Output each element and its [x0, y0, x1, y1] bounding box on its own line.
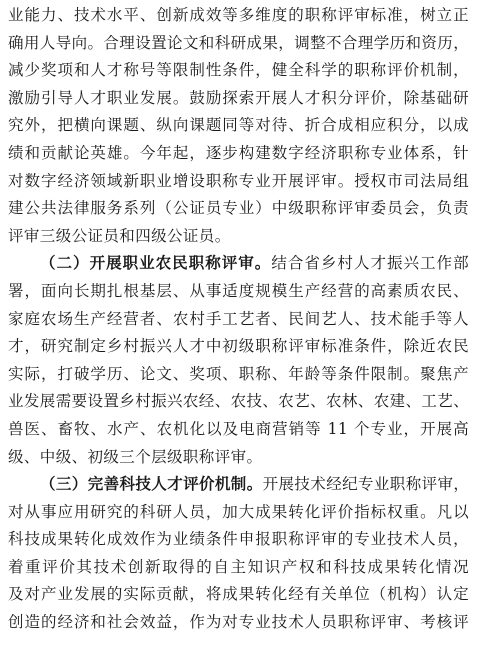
text-line: 激励引导人才职业发展。鼓励探索开展人才积分评价，除基础研 — [8, 88, 469, 107]
section-heading-2: （二）开展职业农民职称评审。 — [40, 254, 272, 273]
text-line: 着重评价其技术创新取得的自主知识产权和科技成果转化情况 — [8, 557, 469, 576]
text-line: 确用人导向。合理设置论文和科研成果，调整不合理学历和资历， — [8, 33, 469, 52]
document-page — [8, 2, 469, 637]
text-line: 建公共法律服务系列（公证员专业）中级职称评审委员会，负责 — [8, 199, 469, 218]
text-line: 实际，打破学历、论文、奖项、职称、年龄等条件限制。聚焦产 — [8, 364, 469, 383]
text-line: 家庭农场生产经营者、农村手工艺者、民间艺人、技术能手等人 — [8, 309, 469, 328]
text-line: 绩和贡献论英雄。今年起，逐步构建数字经济职称专业体系，针 — [8, 143, 469, 162]
text-line: 业发展需要设置乡村振兴农经、农技、农艺、农林、农建、工艺、 — [8, 392, 469, 411]
text-run: 开展技术经纪专业职称评审， — [262, 475, 469, 494]
text-line: 署，面向长期扎根基层、从事适度规模生产经营的高素质农民、 — [8, 281, 469, 300]
text-run: 结合省乡村人才振兴工作部 — [271, 254, 469, 273]
text-line: 对从事应用研究的科研人员，加大成果转化评价指标权重。凡以 — [8, 502, 469, 521]
text-line: 科技成果转化成效作为业绩条件申报职称评审的专业技术人员， — [8, 530, 469, 549]
text-line: 评审三级公证员和四级公证员。 — [8, 226, 231, 245]
section-first-line — [8, 471, 469, 499]
paragraph-vocational-farmer-titles — [8, 250, 469, 471]
text-line: 对数字经济领域新职业增设职称专业开展评审。授权市司法局组 — [8, 171, 469, 190]
text-line: 才，研究制定乡村振兴人才中初级职称评审标准条件，除近农民 — [8, 337, 469, 356]
text-line: 级、中级、初级三个层级职称评审。 — [8, 447, 263, 466]
text-line: 究外，把横向课题、纵向课题同等对待、折合成相应积分，以成 — [8, 116, 469, 135]
text-line: 创造的经济和社会效益，作为对专业技术人员职称评审、考核评 — [8, 613, 469, 632]
text-line: 业能力、技术水平、创新成效等多维度的职称评审标准，树立正 — [8, 6, 469, 24]
text-line: 兽医、畜牧、水产、农机化以及电商营销等 11 个专业，开展高 — [8, 419, 469, 438]
text-line: 及对产业发展的实际贡献，将成果转化经有关单位（机构）认定 — [8, 585, 469, 604]
text-line: 减少奖项和人才称号等限制性条件，健全科学的职称评价机制， — [8, 61, 469, 80]
paragraph-talent-evaluation-standards — [8, 2, 469, 250]
section-first-line — [8, 250, 469, 278]
paragraph-sci-tech-talent-evaluation — [8, 471, 469, 637]
section-heading-3: （三）完善科技人才评价机制。 — [40, 475, 263, 494]
